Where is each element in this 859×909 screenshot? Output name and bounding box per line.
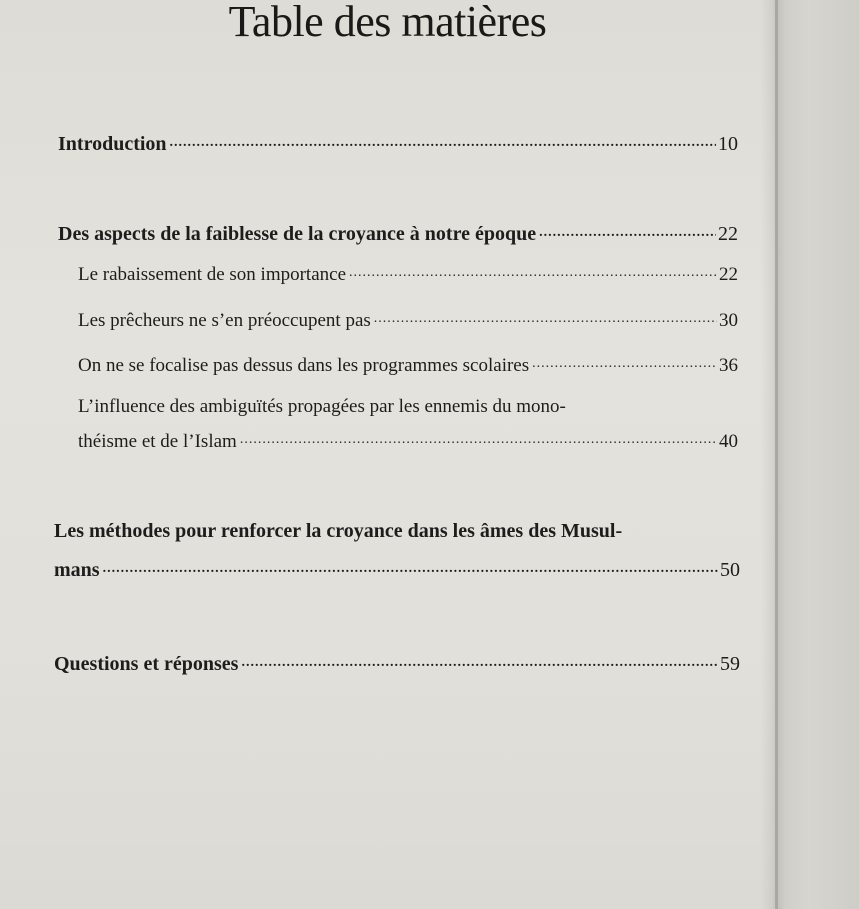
toc-entry-precheurs: [78, 307, 738, 332]
toc-label: On ne se focalise pas dessus dans les programmes scolaires: [78, 355, 530, 376]
toc-entry-programmes: [78, 352, 738, 377]
toc-entry-influence: [78, 428, 738, 453]
toc-entry-rabaissement: [78, 261, 738, 286]
toc-label: Des aspects de la faiblesse de la croyance à notre époque: [58, 223, 537, 245]
toc-page: 59: [720, 653, 740, 675]
toc-page: 22: [719, 264, 738, 285]
toc-label: Les prêcheurs ne s’en préoccupent pas: [78, 310, 371, 331]
toc-label: Introduction: [58, 133, 167, 155]
toc-label-line1: Les méthodes pour renforcer la croyance dans les âmes des Musul-: [54, 520, 623, 542]
toc-page: 30: [719, 310, 738, 331]
toc-leader: [241, 650, 718, 670]
page-title: Table des matières: [228, 0, 547, 46]
toc-leader: [374, 307, 717, 326]
page-shadow: [760, 0, 778, 909]
toc-leader: [349, 261, 717, 280]
toc-page: 22: [718, 223, 738, 245]
toc-leader: [170, 130, 716, 150]
toc-entry-questions: [54, 650, 740, 676]
toc-label: mans: [54, 559, 100, 581]
toc-label-line1: L’influence des ambiguïtés propagées par les ennemis du mono-: [78, 396, 566, 417]
toc-entry-aspects: [58, 220, 738, 246]
toc-page: 36: [719, 355, 738, 376]
toc-leader: [240, 428, 717, 447]
toc-label: Questions et réponses: [54, 653, 239, 675]
toc-page: 10: [718, 133, 738, 155]
toc-leader: [532, 352, 717, 371]
toc-leader: [539, 220, 716, 240]
toc-entry-introduction: [58, 130, 738, 156]
toc-label: Le rabaissement de son importance: [78, 264, 347, 285]
toc-leader: [103, 556, 718, 576]
toc-label: théisme et de l’Islam: [78, 431, 237, 452]
toc-page: 50: [720, 559, 740, 581]
book-spine: [775, 0, 859, 909]
toc-entry-methodes: [54, 556, 740, 582]
toc-page: 40: [719, 431, 738, 452]
